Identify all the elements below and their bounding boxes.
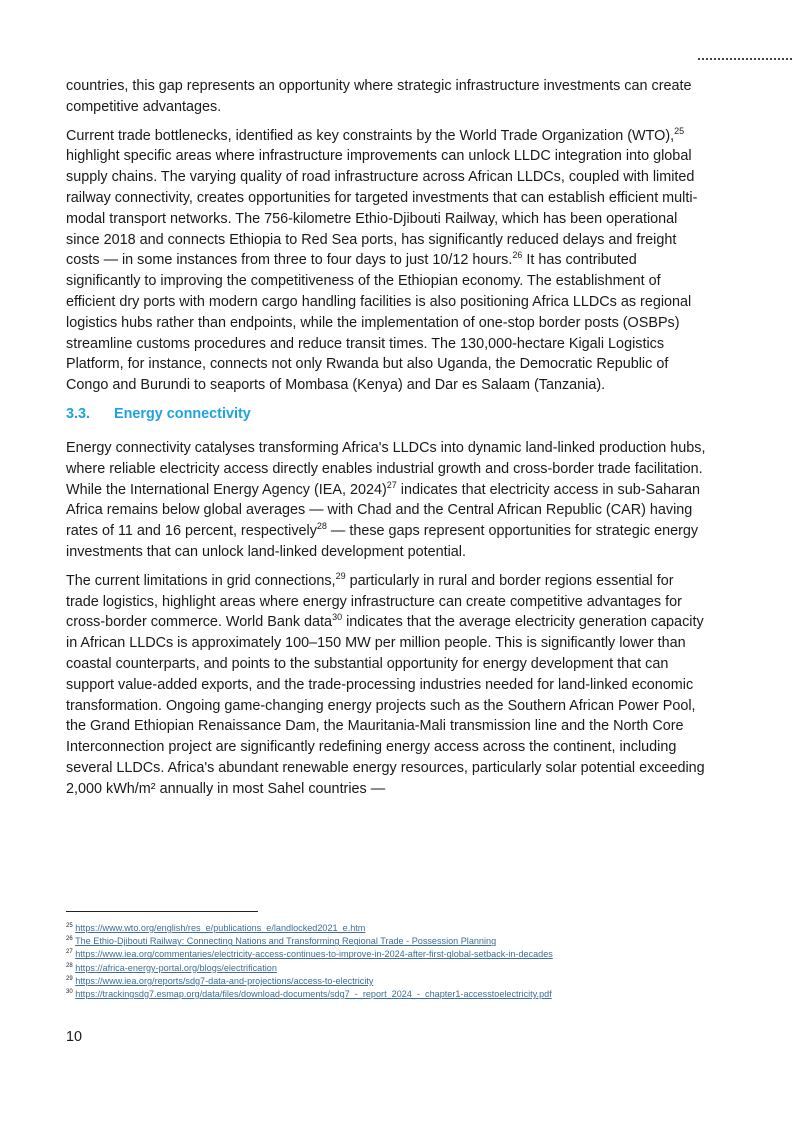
paragraph-continuation bbox=[66, 76, 706, 118]
paragraph-text: indicates that electricity access in sub-Saharan Africa remains below global averages — with Chad and the Central African Republic (CAR) having rates of 11 and 16 percent, respectively bbox=[66, 481, 700, 540]
footnotes bbox=[66, 922, 766, 1001]
footnote-link[interactable]: The Ethio-Djibouti Railway: Connecting Nations and Transforming Regional Trade - Possession Planning bbox=[75, 936, 497, 947]
footnote-number: 25 bbox=[66, 922, 73, 929]
paragraph-text: highlight specific areas where infrastructure improvements can unlock LLDC integration into global supply chains. The varying quality of road infrastructure across African LLDCs, coupled with limited railway connectivity, creates opportunities for targeted investments that can establish efficient multi-modal transport networks. The 756-kilometre Ethio-Djibouti Railway, which has been operational since 2018 and connects Ethiopia to Red Sea ports, has significantly reduced delays and freight costs — in some instances from three to four days to just 10/12 hours. bbox=[66, 148, 698, 269]
footnote-item bbox=[66, 948, 766, 961]
footnote-number: 28 bbox=[66, 962, 73, 969]
footnote-ref[interactable]: 30 bbox=[332, 612, 343, 623]
footnote-divider bbox=[66, 911, 258, 912]
footnote-item bbox=[66, 922, 766, 935]
footnote-item bbox=[66, 988, 766, 1001]
footnote-ref[interactable]: 25 bbox=[674, 125, 685, 136]
footnote-link[interactable]: https://www.iea.org/commentaries/electricity-access-continues-to-improve-in-2024-after-first-global-setback-in-decades bbox=[75, 949, 553, 960]
paragraph-text: — these gaps represent opportunities for strategic energy investments that can unlock land-linked development potential. bbox=[66, 523, 699, 560]
paragraph-text: It has contributed significantly to improving the competitiveness of the Ethiopian economy. The establishment of efficient dry ports with modern cargo handling facilities is also positioning Africa LLDCs as regional logistics hubs rather than endpoints, while the implementation of one-stop border posts (OSBPs) streamline customs procedures and reduce transit times. The 130,000-hectare Kigali Logistics Platform, for instance, connects not only Rwanda but also Uganda, the Democratic Republic of Congo and Burundi to seaports of Mombasa (Kenya) and Dar es Salaam (Tanzania). bbox=[66, 252, 692, 394]
footnote-link[interactable]: https://trackingsdg7.esmap.org/data/files/download-documents/sdg7_-_report_2024_-_chapter1-accesstoelectricity.pdf bbox=[75, 989, 552, 1000]
section-heading bbox=[66, 404, 706, 424]
footnote-number: 26 bbox=[66, 936, 73, 943]
paragraph-grid-limitations bbox=[66, 571, 706, 800]
footnote-number: 30 bbox=[66, 988, 73, 995]
footnote-ref[interactable]: 29 bbox=[335, 570, 346, 581]
paragraph-text: The current limitations in grid connections, bbox=[66, 572, 336, 589]
footnote-ref[interactable]: 27 bbox=[386, 479, 397, 490]
page-number: 10 bbox=[66, 1029, 83, 1045]
paragraph-text: indicates that the average electricity generation capacity in African LLDCs is approximately 100–150 MW per million people. This is significantly lower than coastal counterparts, and points to the substantial opportunity for energy development that can support value-added exports, and the trade-processing industries needed for land-linked economic transformation. Ongoing game-changing energy projects such as the Southern African Power Pool, the Grand Ethiopian Renaissance Dam, the Mauritania-Mali transmission line and the North Core Interconnection project are significantly redefining energy access across the continent, including several LLDCs. Africa's abundant renewable energy resources, particularly solar potential exceeding 2,000 kWh/m² annually in most Sahel countries — bbox=[66, 614, 705, 797]
footnote-item bbox=[66, 975, 766, 988]
footnote-link[interactable]: https://www.iea.org/reports/sdg7-data-and-projections/access-to-electricity bbox=[75, 975, 374, 986]
paragraph-energy-intro bbox=[66, 438, 706, 563]
footnote-link[interactable]: https://www.wto.org/english/res_e/publications_e/landlocked2021_e.htm bbox=[75, 923, 366, 933]
footnote-number: 27 bbox=[66, 949, 73, 956]
paragraph-text: countries, this gap represents an opportunity where strategic infrastructure investments can create competitive advantages. bbox=[66, 78, 692, 115]
footnote-item bbox=[66, 935, 766, 948]
footnote-ref[interactable]: 28 bbox=[316, 521, 327, 532]
footnote-ref[interactable]: 26 bbox=[512, 250, 523, 261]
footnote-item bbox=[66, 962, 766, 975]
paragraph-text: Energy connectivity catalyses transforming Africa's LLDCs into dynamic land-linked production hubs, where reliable electricity access directly enables industrial growth and cross-border trade facilitation. While the International Energy Agency (IEA, 2024) bbox=[66, 439, 706, 498]
paragraph-text: particularly in rural and border regions essential for trade logistics, highlight areas where energy infrastructure can create competitive advantages for cross-border commerce. World Bank data bbox=[66, 572, 682, 631]
header-dotted-rule bbox=[698, 58, 792, 60]
footnote-link[interactable]: https://africa-energy-portal.org/blogs/electrification bbox=[75, 962, 277, 973]
section-title: Energy connectivity bbox=[114, 405, 251, 422]
section-number: 3.3. bbox=[66, 405, 91, 422]
main-content bbox=[66, 76, 706, 808]
paragraph-text: Current trade bottlenecks, identified as key constraints by the World Trade Organization (WTO), bbox=[66, 127, 675, 144]
footnote-number: 29 bbox=[66, 975, 73, 982]
paragraph-trade-bottlenecks bbox=[66, 126, 706, 396]
